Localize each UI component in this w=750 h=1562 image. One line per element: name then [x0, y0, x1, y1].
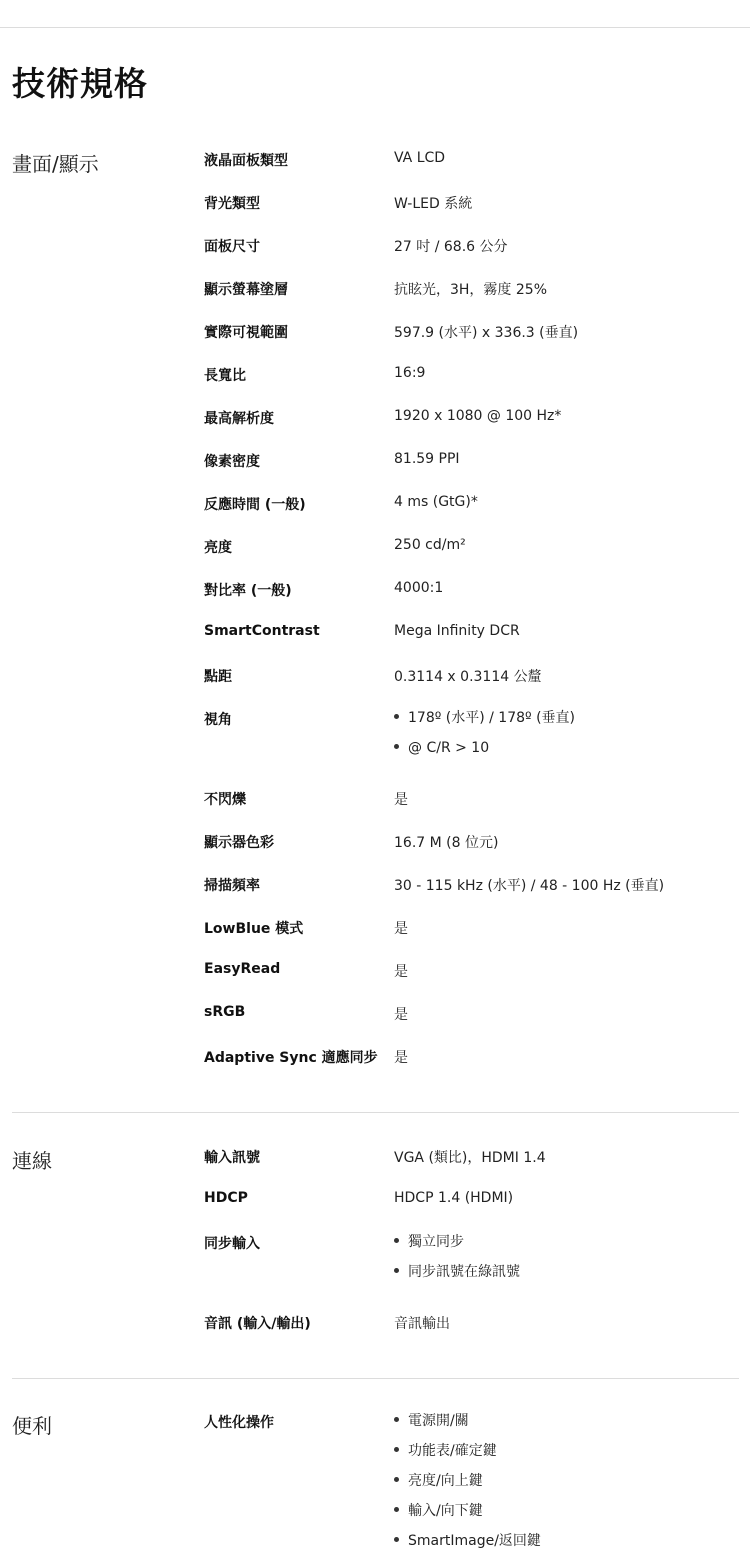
spec-label: EasyRead	[204, 961, 281, 977]
spec-label: 亮度	[204, 540, 232, 556]
spec-label: SmartContrast	[204, 623, 320, 639]
bullet-icon	[394, 1537, 399, 1542]
spec-label: 視角	[204, 712, 232, 728]
bullet-icon	[394, 1507, 399, 1512]
section-divider	[12, 1112, 739, 1113]
spec-list-item	[394, 1502, 541, 1532]
spec-value-list	[394, 1233, 520, 1293]
spec-value: 250 cd/m²	[394, 537, 466, 553]
section-title: 畫面/顯示	[12, 152, 99, 176]
bullet-icon	[394, 1238, 399, 1243]
spec-value: 是	[394, 921, 408, 937]
spec-label: 音訊 (輸入/輸出)	[204, 1316, 311, 1332]
bullet-icon	[394, 744, 399, 749]
spec-list-item	[394, 739, 575, 769]
spec-list-item	[394, 1263, 520, 1293]
spec-label: 掃描頻率	[204, 878, 260, 894]
spec-label: Adaptive Sync 適應同步	[204, 1050, 378, 1066]
bullet-icon	[394, 1417, 399, 1422]
spec-list-text: 178º (水平) / 178º (垂直)	[408, 710, 576, 726]
spec-value: 4000:1	[394, 580, 444, 596]
spec-list-text: 同步訊號在綠訊號	[408, 1264, 520, 1280]
section-title: 連線	[12, 1149, 52, 1173]
spec-label: 點距	[204, 669, 232, 685]
bullet-icon	[394, 1477, 399, 1482]
spec-label: 顯示螢幕塗層	[204, 282, 288, 298]
spec-value: 16:9	[394, 365, 426, 381]
spec-value: 音訊輸出	[394, 1316, 450, 1332]
spec-list-text: @ C/R > 10	[408, 740, 490, 756]
spec-value: 是	[394, 964, 408, 980]
spec-list-item	[394, 709, 575, 739]
spec-list-text: SmartImage/返回鍵	[408, 1533, 541, 1549]
spec-label: HDCP	[204, 1190, 248, 1206]
top-divider	[0, 27, 750, 28]
spec-value: 4 ms (GtG)*	[394, 494, 478, 510]
bullet-icon	[394, 714, 399, 719]
spec-list-item	[394, 1233, 520, 1263]
spec-list-text: 電源開/關	[408, 1413, 469, 1429]
spec-label: 不閃爍	[204, 792, 246, 808]
spec-list-text: 功能表/確定鍵	[408, 1443, 497, 1459]
page-title: 技術規格	[12, 64, 148, 103]
spec-label: LowBlue 模式	[204, 921, 304, 937]
spec-value-list	[394, 709, 575, 769]
spec-value: 16.7 M (8 位元)	[394, 835, 499, 851]
spec-value: 1920 x 1080 @ 100 Hz*	[394, 408, 562, 424]
spec-list-text: 輸入/向下鍵	[408, 1503, 483, 1519]
spec-value: 是	[394, 792, 408, 808]
spec-value: 81.59 PPI	[394, 451, 460, 467]
spec-list-item	[394, 1412, 541, 1442]
spec-value: VA LCD	[394, 150, 446, 166]
spec-label: 最高解析度	[204, 411, 274, 427]
spec-label: sRGB	[204, 1004, 246, 1020]
spec-value: Mega Infinity DCR	[394, 623, 520, 639]
spec-value: W-LED 系統	[394, 196, 473, 212]
spec-label: 同步輸入	[204, 1236, 260, 1252]
bullet-icon	[394, 1447, 399, 1452]
spec-label: 長寬比	[204, 368, 246, 384]
spec-value: HDCP 1.4 (HDMI)	[394, 1190, 514, 1206]
spec-value: 0.3114 x 0.3114 公釐	[394, 669, 542, 685]
spec-label: 對比率 (一般)	[204, 583, 292, 599]
spec-label: 液晶面板類型	[204, 153, 288, 169]
spec-value: 30 - 115 kHz (水平) / 48 - 100 Hz (垂直)	[394, 878, 665, 894]
spec-value: 是	[394, 1050, 408, 1066]
spec-list-text: 獨立同步	[408, 1234, 464, 1250]
spec-label: 人性化操作	[204, 1415, 274, 1431]
spec-label: 面板尺寸	[204, 239, 260, 255]
spec-list-item	[394, 1442, 541, 1472]
bullet-icon	[394, 1268, 399, 1273]
spec-label: 像素密度	[204, 454, 260, 470]
spec-value: VGA (類比)，HDMI 1.4	[394, 1150, 546, 1166]
spec-label: 背光類型	[204, 196, 260, 212]
spec-label: 輸入訊號	[204, 1150, 260, 1166]
section-divider	[12, 1378, 739, 1379]
spec-list-item	[394, 1472, 541, 1502]
spec-label: 反應時間 (一般)	[204, 497, 306, 513]
spec-list-item	[394, 1532, 541, 1562]
spec-value-list	[394, 1412, 541, 1562]
section-title: 便利	[12, 1414, 52, 1438]
spec-list-text: 亮度/向上鍵	[408, 1473, 483, 1489]
spec-value: 27 吋 / 68.6 公分	[394, 239, 508, 255]
spec-value: 597.9 (水平) x 336.3 (垂直)	[394, 325, 579, 341]
spec-value: 是	[394, 1007, 408, 1023]
spec-value: 抗眩光，3H，霧度 25%	[394, 282, 548, 298]
spec-label: 顯示器色彩	[204, 835, 274, 851]
spec-label: 實際可視範圍	[204, 325, 288, 341]
